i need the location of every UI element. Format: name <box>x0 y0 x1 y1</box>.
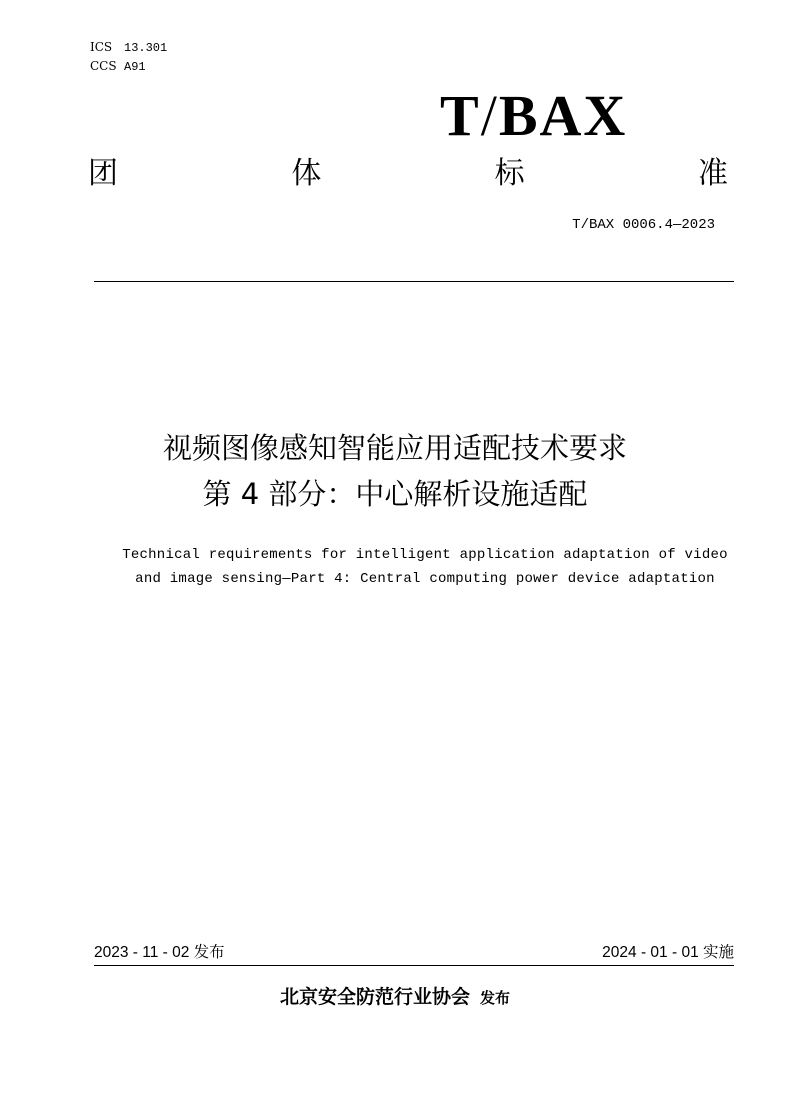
logo-suffix: BAX <box>498 83 628 148</box>
logo-slash: / <box>480 83 499 148</box>
ics-classification <box>90 38 167 57</box>
issue-date: 2023 - 11 - 02 发布 <box>94 944 225 961</box>
footer-divider <box>94 965 734 966</box>
english-title-line-1: Technical requirements for intelligent application adaptation of video <box>122 547 728 563</box>
chinese-title-line-1: 视频图像感知智能应用适配技术要求 <box>162 431 627 465</box>
standard-number: T/BAX 0006.4—2023 <box>572 217 715 233</box>
ccs-label: CCS <box>90 59 117 73</box>
ccs-classification <box>90 57 146 76</box>
logo-prefix: T <box>440 83 481 148</box>
publisher-line <box>0 982 790 1013</box>
implementation-date: 2024 - 01 - 01 实施 <box>602 944 734 961</box>
ics-label: ICS <box>90 40 113 54</box>
publisher-name: 北京安全防范行业协会 <box>279 986 470 1008</box>
chinese-title-line-2: 第 4 部分：中心解析设施适配 <box>202 477 588 511</box>
standard-type-heading <box>88 154 728 194</box>
ccs-value: A91 <box>124 60 146 74</box>
publisher-action: 发布 <box>480 989 511 1007</box>
standard-type-char: 团 <box>88 156 118 191</box>
header-divider <box>94 281 734 282</box>
standard-type-char: 体 <box>291 156 322 191</box>
english-title-line-2: and image sensing—Part 4: Central computing power device adaptation <box>135 571 715 587</box>
ics-value: 13.301 <box>124 41 168 55</box>
standard-type-char: 准 <box>697 156 728 191</box>
tbax-logo <box>440 84 700 148</box>
standard-type-char: 标 <box>494 156 525 191</box>
